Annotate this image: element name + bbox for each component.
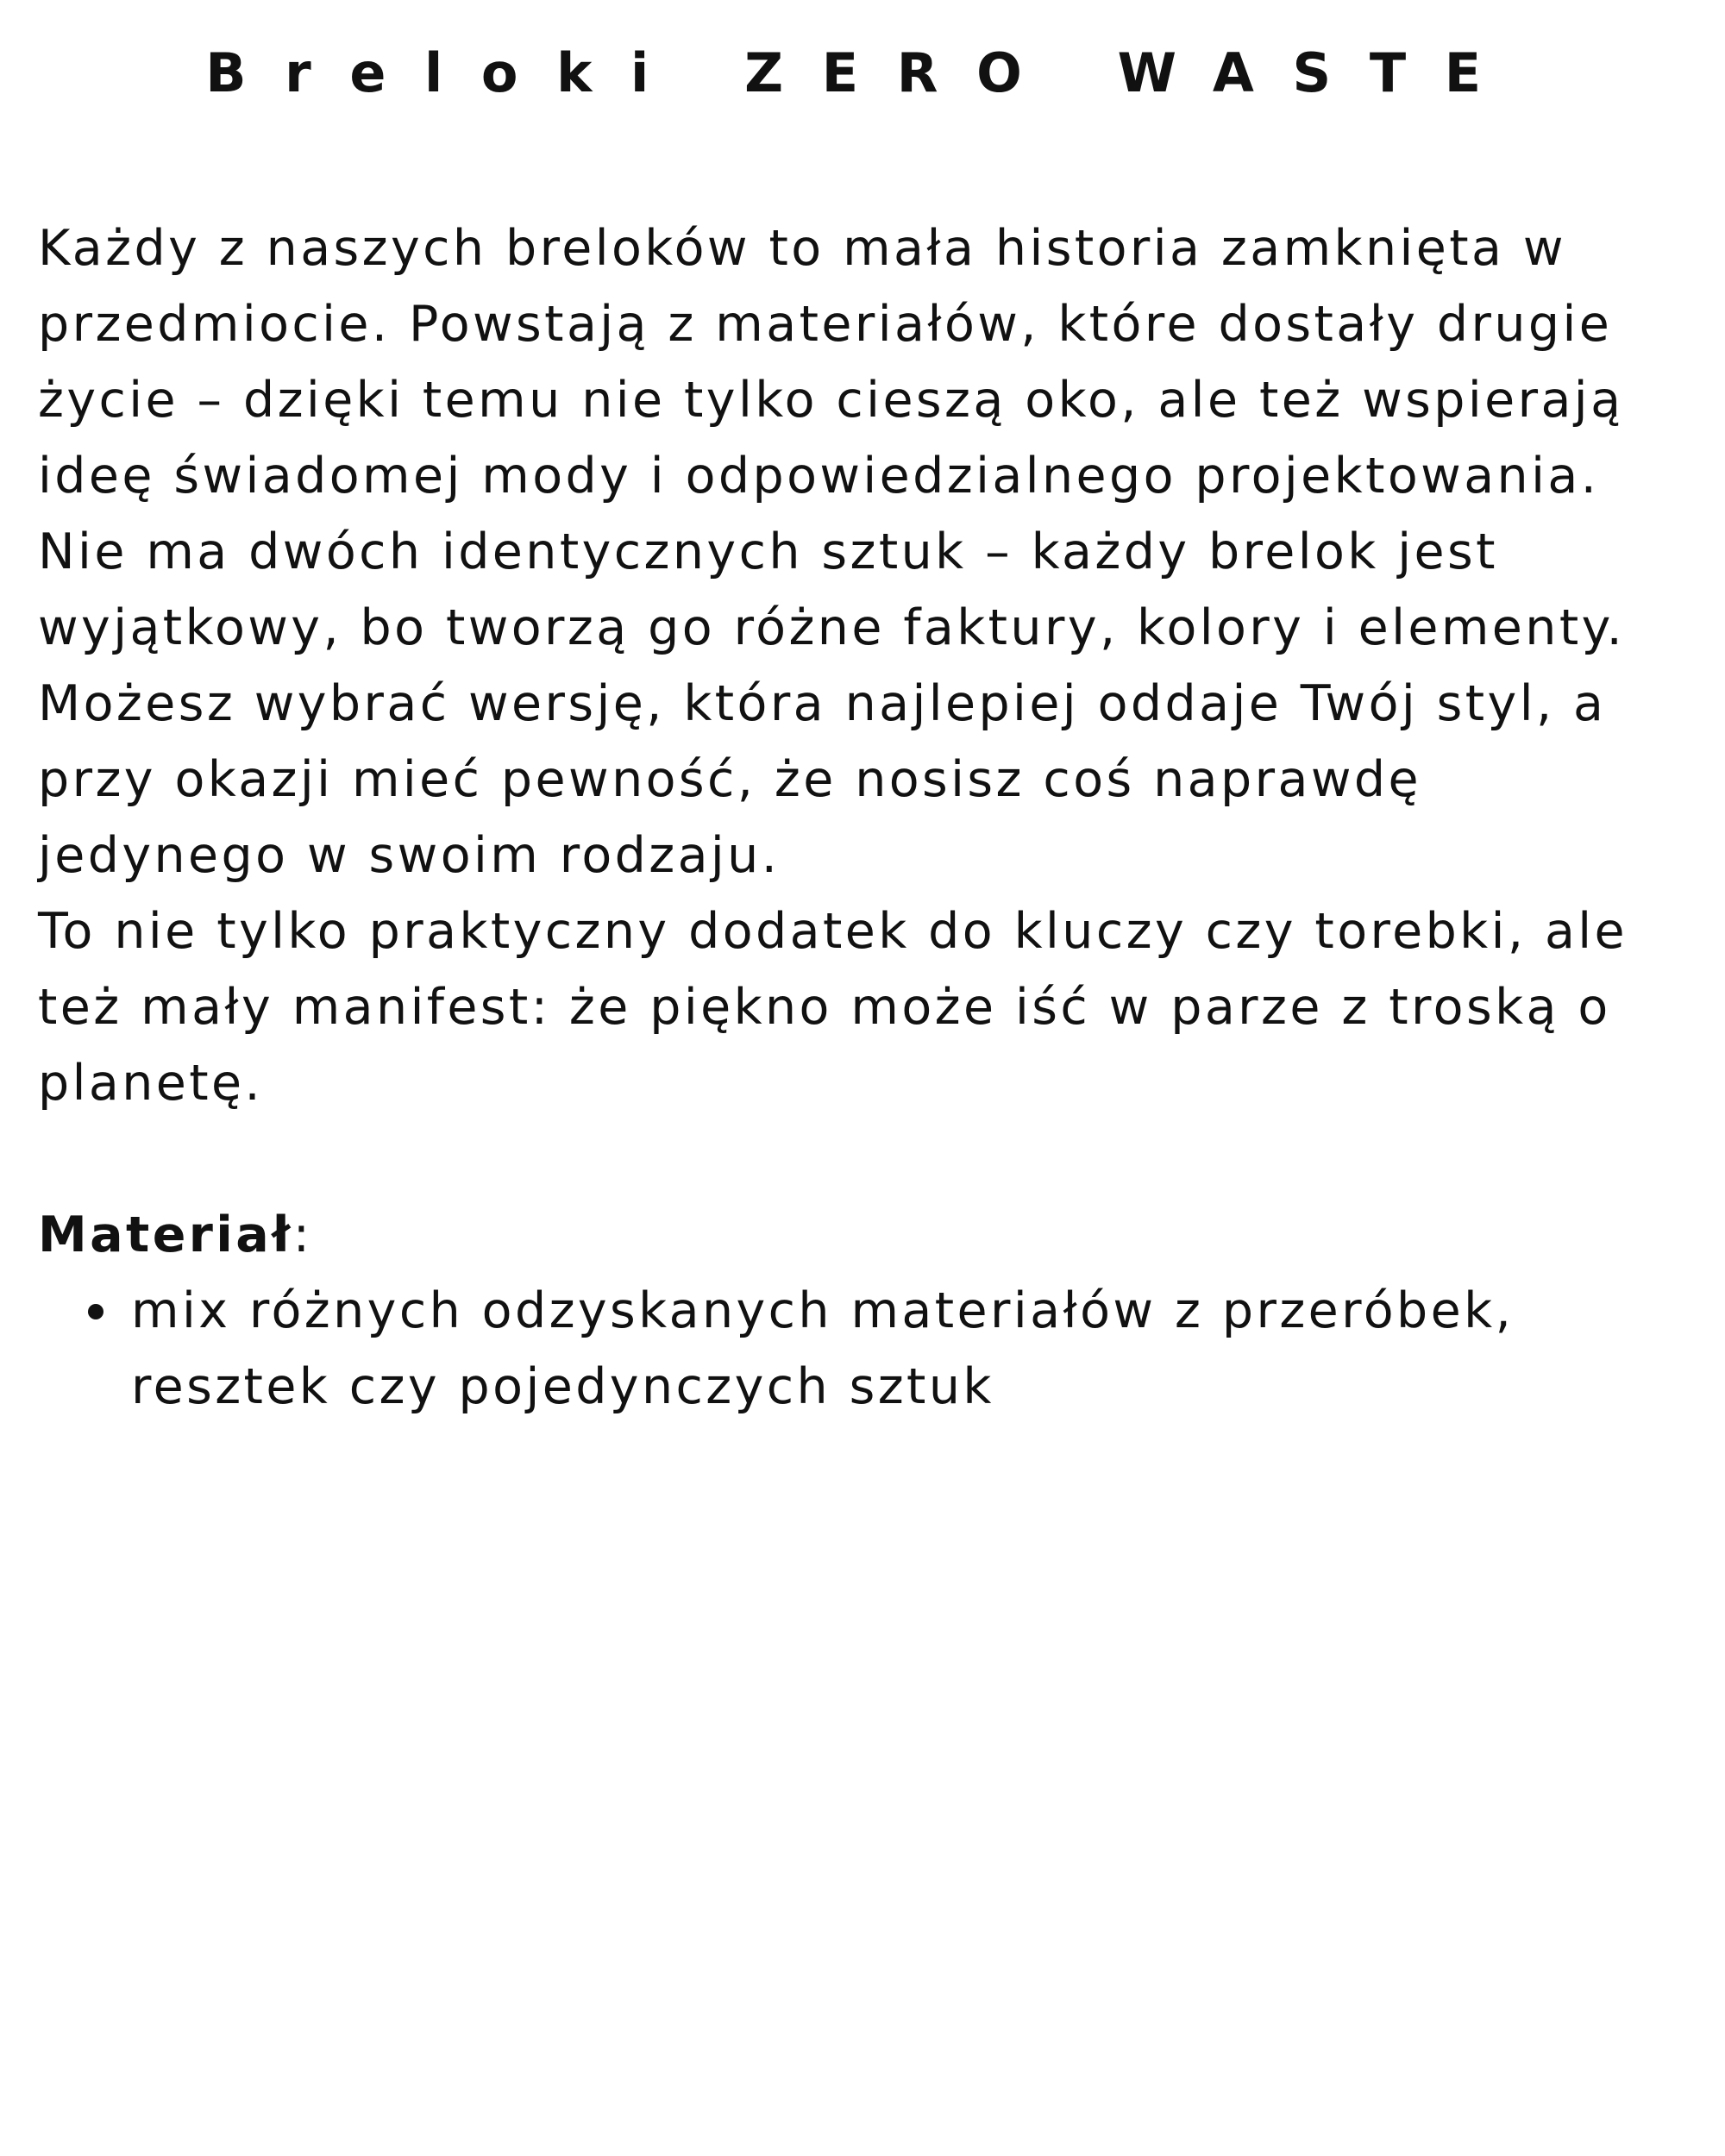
material-heading-label: Materiał bbox=[38, 1206, 293, 1263]
text-line: planetę. bbox=[38, 1055, 264, 1112]
text-line: Każdy z naszych breloków to mała historia zamknięta w bbox=[38, 220, 1566, 277]
list-item-line: mix różnych odzyskanych materiałów z przeróbek, bbox=[131, 1282, 1515, 1339]
text-line: też mały manifest: że piękno może iść w parze z troską o bbox=[38, 979, 1611, 1036]
list-item bbox=[38, 1273, 1694, 1425]
text-line: jedynego w swoim rodzaju. bbox=[38, 827, 781, 884]
text-line: przy okazji mieć pewność, że nosisz coś naprawdę bbox=[38, 751, 1421, 808]
description-paragraph-1 bbox=[38, 210, 1694, 893]
material-heading-colon: : bbox=[292, 1206, 313, 1263]
material-heading bbox=[38, 1197, 1694, 1273]
list-item-line: resztek czy pojedynczych sztuk bbox=[131, 1358, 994, 1415]
material-list bbox=[38, 1273, 1694, 1425]
text-line: Nie ma dwóch identycznych sztuk – każdy brelok jest bbox=[38, 523, 1498, 580]
text-line: przedmiocie. Powstają z materiałów, które dostały drugie bbox=[38, 296, 1613, 353]
bullet-icon bbox=[88, 1304, 104, 1319]
text-line: wyjątkowy, bo tworzą go różne faktury, kolory i elementy. bbox=[38, 599, 1626, 656]
product-title: Breloki ZERO WASTE bbox=[205, 41, 1520, 104]
description-paragraph-2 bbox=[38, 893, 1694, 1121]
text-line: Możesz wybrać wersję, która najlepiej oddaje Twój styl, a bbox=[38, 675, 1607, 732]
description-content bbox=[38, 210, 1694, 1425]
text-line: ideę świadomej mody i odpowiedzialnego projektowania. bbox=[38, 448, 1600, 505]
section-spacer bbox=[38, 1121, 1694, 1197]
text-line: życie – dzięki temu nie tylko cieszą oko, ale też wspierają bbox=[38, 372, 1624, 429]
text-line: To nie tylko praktyczny dodatek do kluczy czy torebki, ale bbox=[38, 903, 1628, 960]
